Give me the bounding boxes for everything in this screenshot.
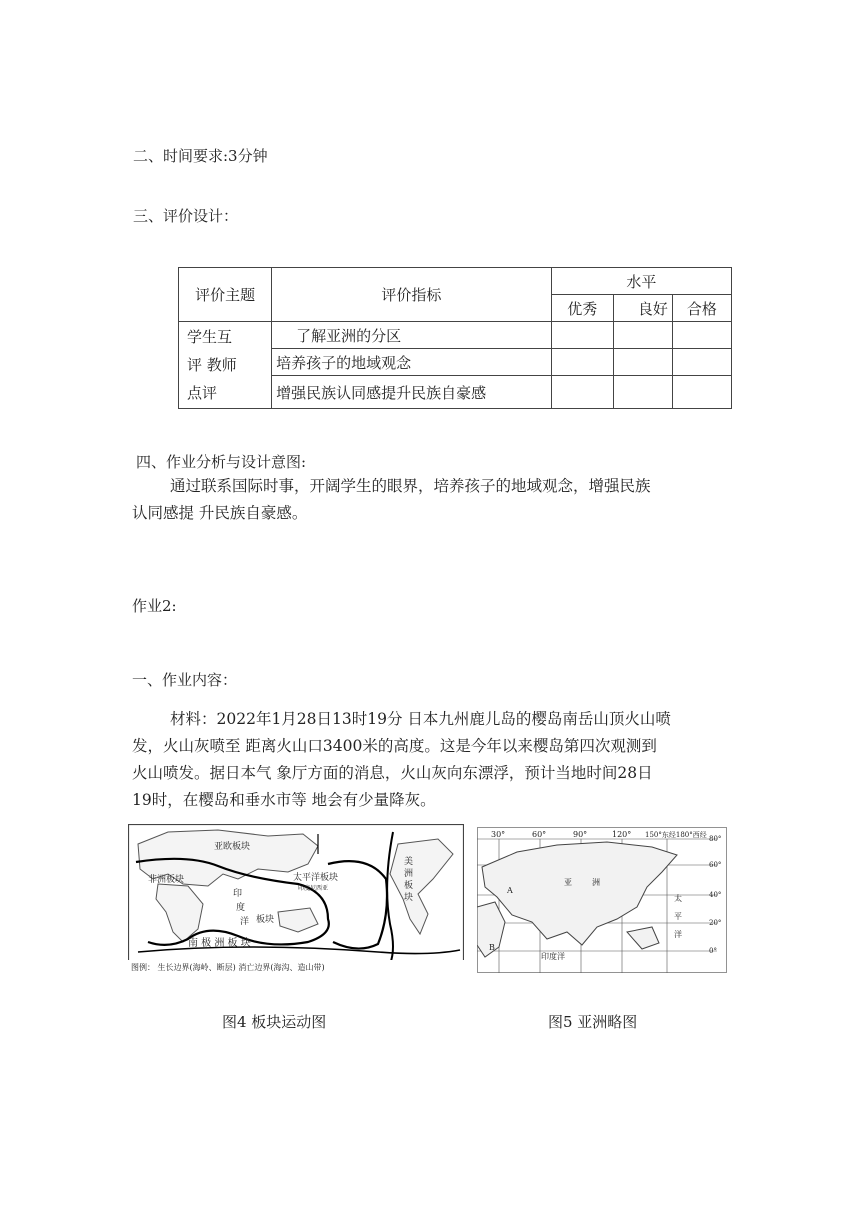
material-line: 发，火山灰喷至 距离火山口3400米的高度。这是今年以来樱岛第四次观测到 [132, 737, 657, 755]
score-cell [613, 376, 672, 409]
label-pacific-ocean: 洋 [674, 930, 682, 939]
score-cell [551, 322, 613, 349]
time-requirement-heading: 二、时间要求:3分钟 [133, 147, 268, 165]
evaluation-table [178, 267, 732, 409]
level-excellent: 优秀 [551, 295, 613, 322]
latitude-label: 40° [709, 891, 722, 899]
theme-line: 点评 [187, 384, 218, 402]
header-level: 水平 [551, 268, 731, 295]
label-antarctic-plate: 南 极 洲 板 块 [188, 938, 251, 949]
header-eval-indicator: 评价指标 [272, 268, 552, 322]
latitude-label: 80° [709, 835, 722, 843]
label-eurasia-plate: 亚欧板块 [214, 842, 251, 852]
score-cell [551, 376, 613, 409]
longitude-label: 60° [532, 830, 547, 839]
label-pacific-ocean: 太 [674, 894, 682, 903]
label-america-plate: 洲 [404, 869, 414, 879]
theme-line: 学生互 [187, 328, 233, 346]
theme-line: 评 教师 [187, 356, 237, 374]
eval-theme-cell [179, 322, 272, 409]
latitude-label: 20° [709, 919, 722, 927]
analysis-heading: 四、作业分析与设计意图: [136, 453, 307, 471]
analysis-line: 通过联系国际时事，开阔学生的眼界，培养孩子的地域观念，增强民族 [170, 477, 651, 495]
score-cell [672, 349, 731, 376]
point-label-b: B [489, 943, 495, 952]
indicator-row: 了解亚洲的分区 [272, 322, 552, 349]
header-eval-theme: 评价主题 [179, 268, 272, 322]
label-india-plate: 洋 [240, 917, 250, 927]
score-cell [551, 349, 613, 376]
plate-movement-map [128, 824, 464, 974]
label-indonesia: 印度尼西亚 [298, 885, 329, 892]
map-legend: 图例： 生长边界(海岭、断层) 消亡边界(海沟、造山带) [131, 963, 325, 972]
label-america-plate: 块 [404, 893, 414, 903]
label-india-plate: 印 [233, 889, 243, 899]
level-good: 良好 [613, 295, 672, 322]
indicator-row: 培养孩子的地域观念 [272, 349, 552, 376]
evaluation-design-heading: 三、评价设计： [133, 207, 239, 225]
label-africa-plate: 非洲板块 [148, 875, 185, 885]
longitude-label: 30° [491, 830, 506, 839]
material-line: 19时，在樱岛和垂水市等 地会有少量降灰。 [132, 791, 436, 809]
label-india-plate: 度 [236, 903, 246, 913]
content-heading: 一、作业内容： [132, 671, 238, 689]
score-cell [672, 322, 731, 349]
asia-sketch-map [477, 827, 727, 973]
indicator-row: 增强民族认同感提升民族自豪感 [272, 376, 552, 409]
material-line: 材料：2022年1月28日13时19分 日本九州鹿儿岛的樱岛南岳山顶火山喷 [170, 710, 671, 728]
longitude-label: 90° [573, 830, 588, 839]
label-india-plate: 板块 [256, 915, 275, 925]
latitude-label: 0° [709, 947, 717, 955]
material-line: 火山喷发。据日本气 象厅方面的消息，火山灰向东漂浮，预计当地时间28日 [132, 764, 653, 782]
score-cell [613, 349, 672, 376]
label-asia: 洲 [592, 878, 600, 887]
label-america-plate: 板 [404, 881, 414, 891]
label-asia: 亚 [564, 878, 572, 887]
longitude-label: 150°东经180°西经 [645, 831, 707, 839]
score-cell [613, 322, 672, 349]
latitude-label: 60° [709, 861, 722, 869]
level-pass: 合格 [672, 295, 731, 322]
longitude-label: 120° [612, 830, 632, 839]
figure4-caption: 图4 板块运动图 [222, 1013, 327, 1031]
point-label-a: A [507, 886, 513, 895]
figure5-caption: 图5 亚洲略图 [548, 1013, 638, 1031]
label-pacific-ocean: 平 [674, 912, 682, 921]
label-america-plate: 美 [404, 857, 414, 867]
analysis-line: 认同感提 升民族自豪感。 [132, 504, 308, 522]
label-indian-ocean: 印度洋 [541, 952, 565, 961]
homework2-title: 作业2: [132, 597, 177, 615]
label-pacific-plate: 太平洋板块 [293, 873, 339, 883]
score-cell [672, 376, 731, 409]
